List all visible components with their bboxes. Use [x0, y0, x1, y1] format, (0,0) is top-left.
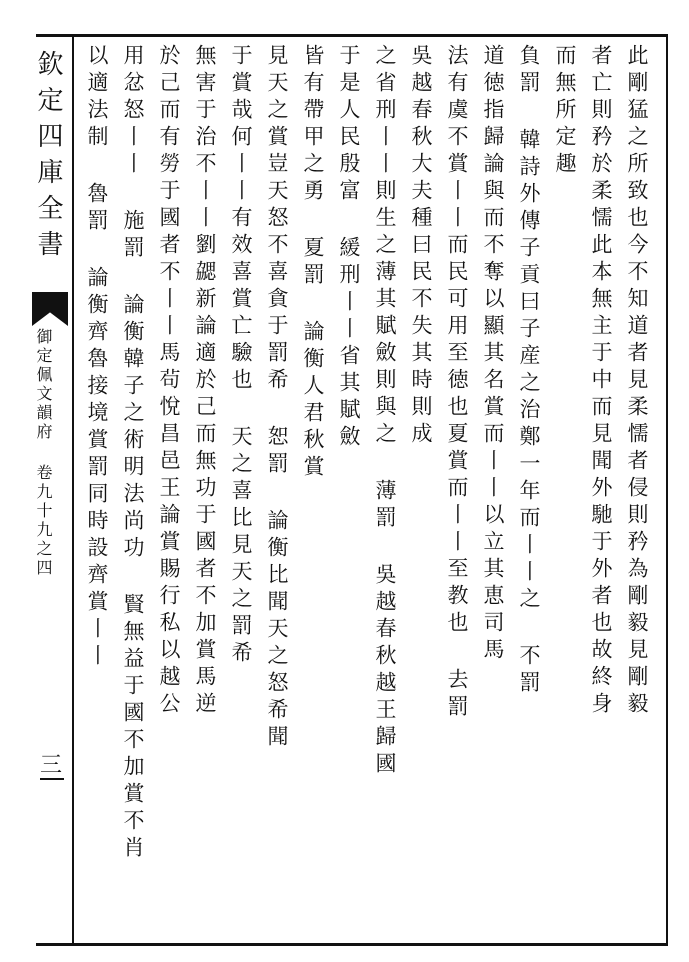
text-column-7: 吳越春秋大夫種曰民不失其時則成 [409, 44, 433, 449]
text-column-9: 于是人民殷富 緩刑丨丨省其賦斂 [337, 44, 361, 452]
folio-number: 三 [40, 753, 63, 778]
text-column-11: 見天之賞豈天怒不喜貪于罰希 恕罰 論衡比聞天之怒希聞 [265, 44, 289, 752]
text-column-15: 用忿怒丨丨 施罰 論衡韓子之術明法尚功 賢無益于國不加賞不肖 [121, 44, 145, 863]
text-column-2: 者亡則矜於柔懦此本無主于中而見聞外馳于外者也故終身 [589, 44, 613, 719]
folio-rule [40, 778, 64, 780]
text-column-13: 無害于治不丨丨劉勰新論適於己而無功于國者不加賞馬逆 [193, 44, 217, 719]
text-column-6: 法有虞不賞丨丨而民可用至徳也夏賞而丨丨至教也 去罰 [445, 44, 469, 722]
chapter-label: 御定佩文韻府 卷九十九之四 [34, 328, 53, 578]
text-column-1: 此剛猛之所致也今不知道者見柔懦者侵則矜為剛毅見剛毅 [625, 44, 649, 719]
text-column-16: 以適法制 魯罰 論衡齊魯接境賞罰同時設齊賞丨丨 [85, 44, 109, 671]
right-border-rule [666, 34, 668, 946]
text-column-3: 而無所定趣 [553, 44, 577, 179]
text-column-12: 于賞哉何丨丨有效喜賞亡驗也 天之喜比見天之罰希 [229, 44, 253, 668]
text-column-10: 皆有帶甲之勇 夏罰 論衡人君秋賞 [301, 44, 325, 482]
book-title: 欽定四庫全書 [33, 50, 63, 266]
text-column-8: 之省刑丨丨則生之薄其賦斂則與之 薄罰 吳越春秋越王歸國 [373, 44, 397, 779]
text-column-5: 道徳指歸論與而不奪以顯其名賞而丨丨以立其恵司馬 [481, 44, 505, 665]
text-column-14: 於己而有勞于國者不丨丨馬茍悅昌邑王論賞賜行私以越公 [157, 44, 181, 719]
text-column-4: 負罰 韓詩外傳子貢曰子産之治鄭一年而丨丨之 不罰 [517, 44, 541, 698]
